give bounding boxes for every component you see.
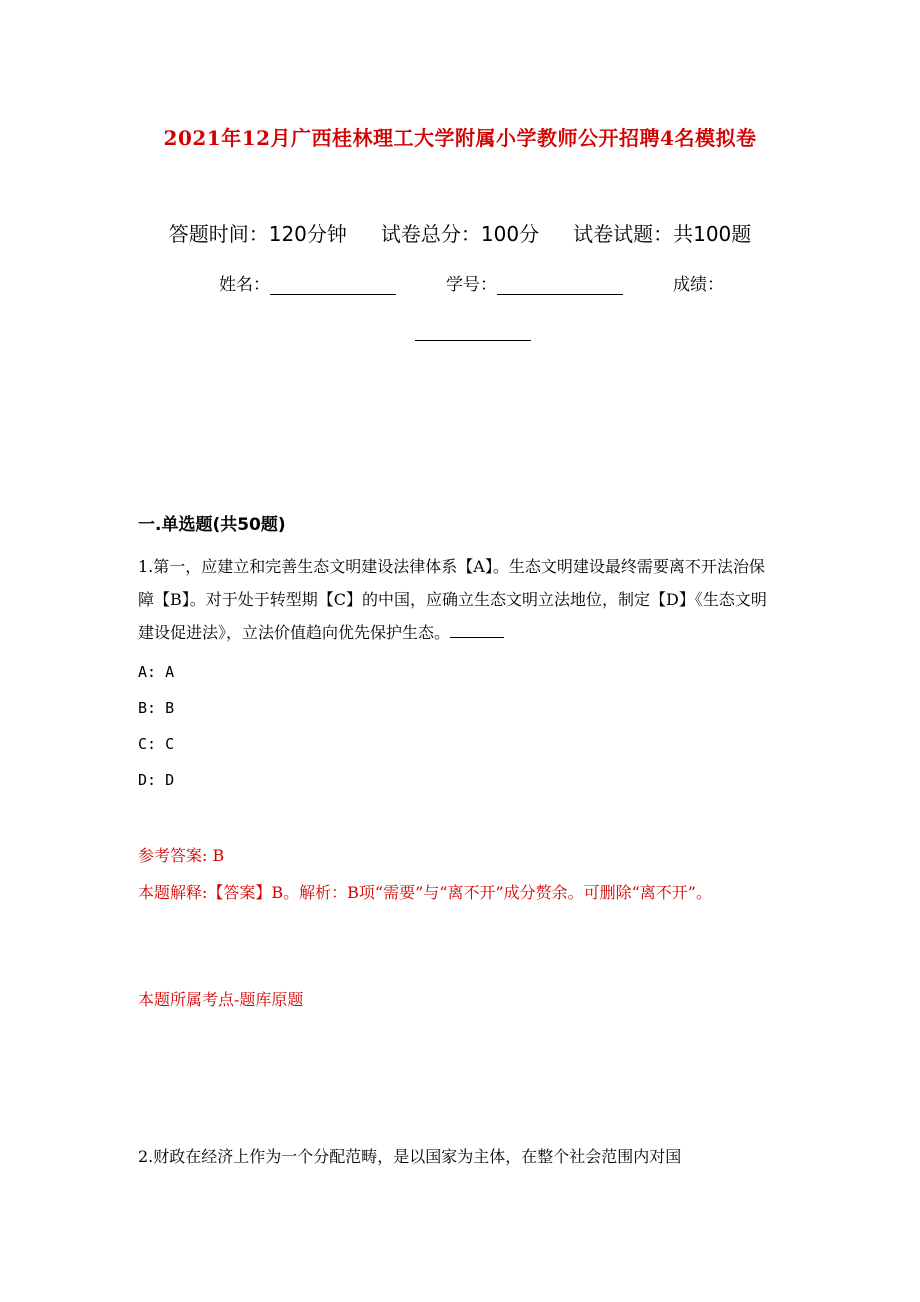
question-source: 本题所属考点-题库原题 bbox=[138, 990, 304, 1009]
exam-question-count: 试卷试题：共100题 bbox=[573, 222, 752, 246]
id-blank bbox=[497, 276, 623, 295]
question-1-text: 1.第一，应建立和完善生态文明建设法律体系【A】。生态文明建设最终需要离不开法治保障【B】。对于处于转型期【C】的中国，应确立生态文明立法地位，制定【D】《生态文明建设促进法》，立法价值趋向优先保护生态。 bbox=[138, 557, 767, 642]
option-a: A: A bbox=[138, 663, 175, 681]
name-blank bbox=[270, 276, 396, 295]
exam-total-score: 试卷总分：100分 bbox=[380, 222, 540, 246]
score-field bbox=[673, 270, 724, 295]
question-2 bbox=[138, 1140, 778, 1173]
name-label: 姓名： bbox=[219, 275, 270, 295]
option-d: D: D bbox=[138, 771, 175, 789]
answer-blank bbox=[450, 623, 504, 638]
name-field bbox=[219, 270, 396, 295]
option-b: B: B bbox=[138, 699, 175, 717]
id-label: 学号： bbox=[446, 275, 497, 295]
exam-time: 答题时间：120分钟 bbox=[168, 222, 347, 246]
document-title: 2021年12月广西桂林理工大学附属小学教师公开招聘4名模拟卷 bbox=[163, 126, 757, 150]
question-2-text: 2.财政在经济上作为一个分配范畴，是以国家为主体，在整个社会范围内对国 bbox=[138, 1147, 682, 1166]
section-heading: 一.单选题(共50题) bbox=[138, 515, 286, 535]
score-blank bbox=[415, 322, 531, 341]
question-1 bbox=[138, 550, 778, 649]
answer-explanation: 本题解释:【答案】B。解析：B项“需要”与“离不开”成分赘余。可删除“离不开”。 bbox=[138, 883, 712, 902]
score-label: 成绩： bbox=[673, 275, 724, 295]
exam-meta bbox=[0, 218, 920, 247]
reference-answer: 参考答案: B bbox=[138, 846, 225, 865]
id-field bbox=[446, 270, 623, 295]
option-c: C: C bbox=[138, 735, 175, 753]
